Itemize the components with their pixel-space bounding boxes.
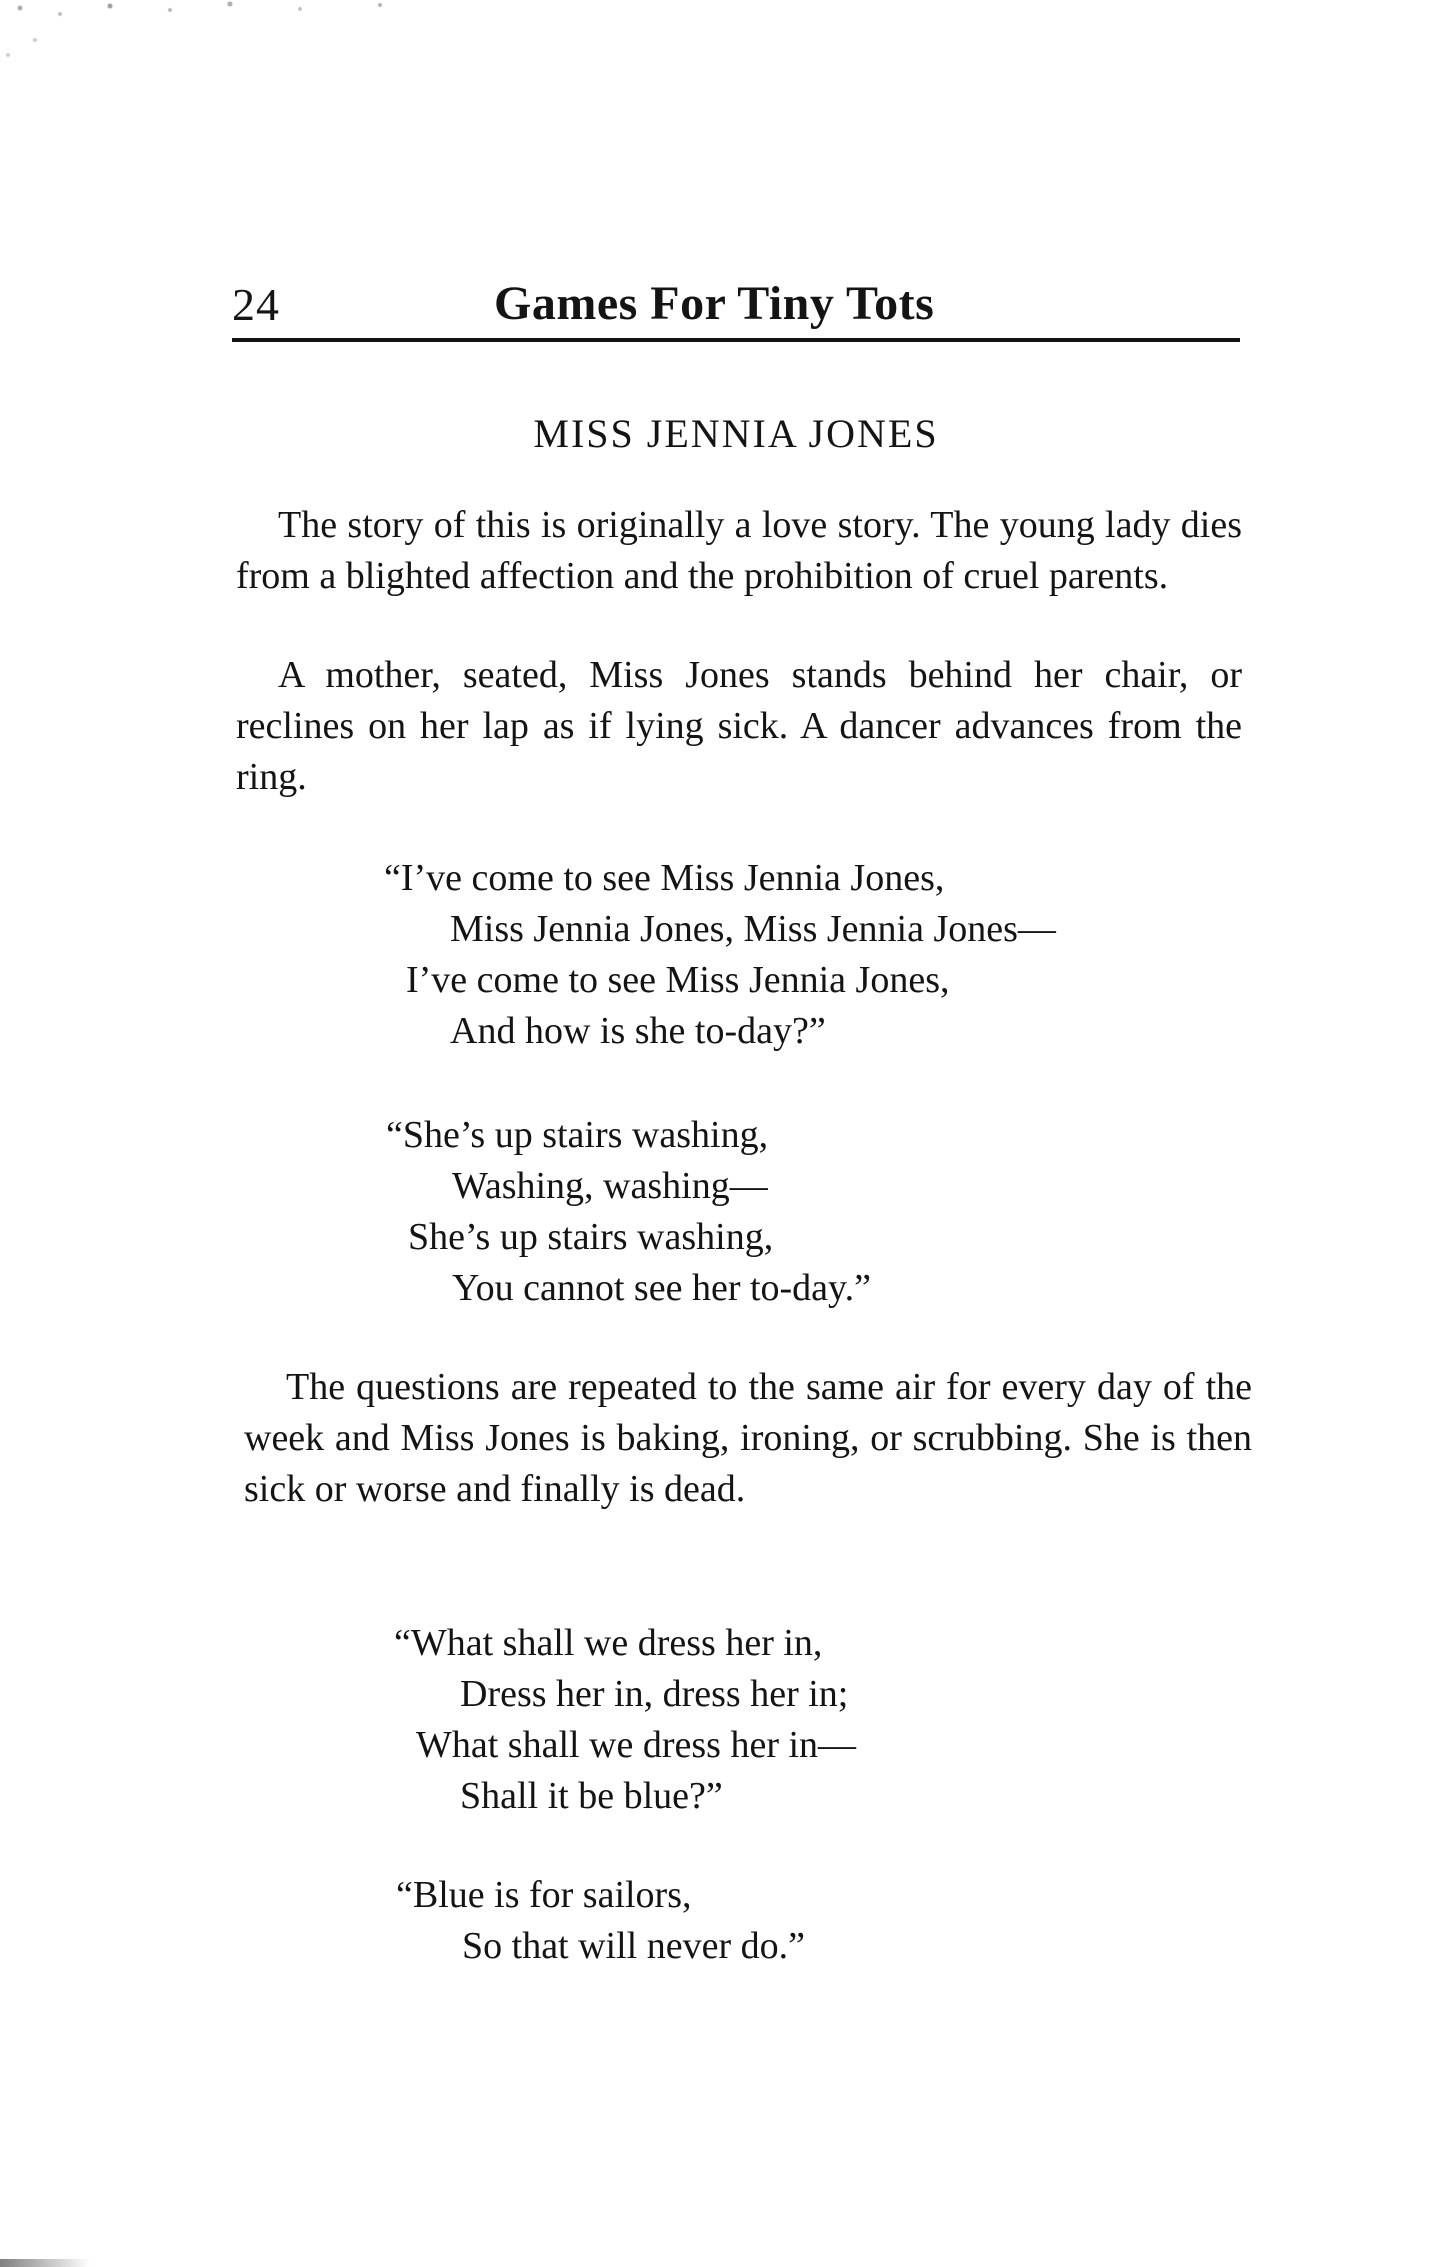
header-rule xyxy=(232,338,1240,342)
verse-line: I’ve come to see Miss Jennia Jones, xyxy=(406,959,950,1001)
page-number: 24 xyxy=(232,279,280,330)
scan-edge-decoration xyxy=(0,2259,90,2267)
verse-line: Miss Jennia Jones, Miss Jennia Jones— xyxy=(450,908,1056,950)
verse-line: Washing, washing— xyxy=(452,1165,768,1207)
verse-line: You cannot see her to-day.” xyxy=(452,1267,871,1309)
section-title: MISS JENNIA JONES xyxy=(533,411,939,456)
verse-line: “She’s up stairs washing, xyxy=(386,1114,769,1156)
verse-line: So that will never do.” xyxy=(462,1925,805,1967)
verse-line: What shall we dress her in— xyxy=(416,1724,857,1766)
verse-line: Shall it be blue?” xyxy=(460,1775,723,1817)
verse-stanza xyxy=(384,853,1056,1057)
running-title: Games For Tiny Tots xyxy=(494,277,935,330)
verse-line: Dress her in, dress her in; xyxy=(460,1673,849,1715)
verse-line: She’s up stairs washing, xyxy=(408,1216,774,1258)
verse-line: “I’ve come to see Miss Jennia Jones, xyxy=(384,857,945,899)
scan-speckle-decoration xyxy=(0,0,460,60)
verse-line: And how is she to-day?” xyxy=(450,1010,826,1052)
page-header xyxy=(232,270,1240,360)
paragraph-intro: The story of this is originally a love story. The young lady dies from a blighted affection and the prohibition of cruel parents. xyxy=(236,504,1242,597)
verse-stanza xyxy=(386,1110,871,1314)
verse-line: “What shall we dress her in, xyxy=(394,1622,823,1664)
paragraph-questions: The questions are repeated to the same air for every day of the week and Miss Jones is baking, ironing, or scrubbing. She is then sick or worse and finally is dead. xyxy=(244,1366,1252,1510)
paragraph-setup: A mother, seated, Miss Jones stands behind her chair, or reclines on her lap as if lying sick. A dancer advances from the ring. xyxy=(236,654,1242,798)
verse-stanza xyxy=(394,1618,856,1822)
verse-line: “Blue is for sailors, xyxy=(396,1874,692,1916)
verse-stanza xyxy=(396,1870,805,1972)
